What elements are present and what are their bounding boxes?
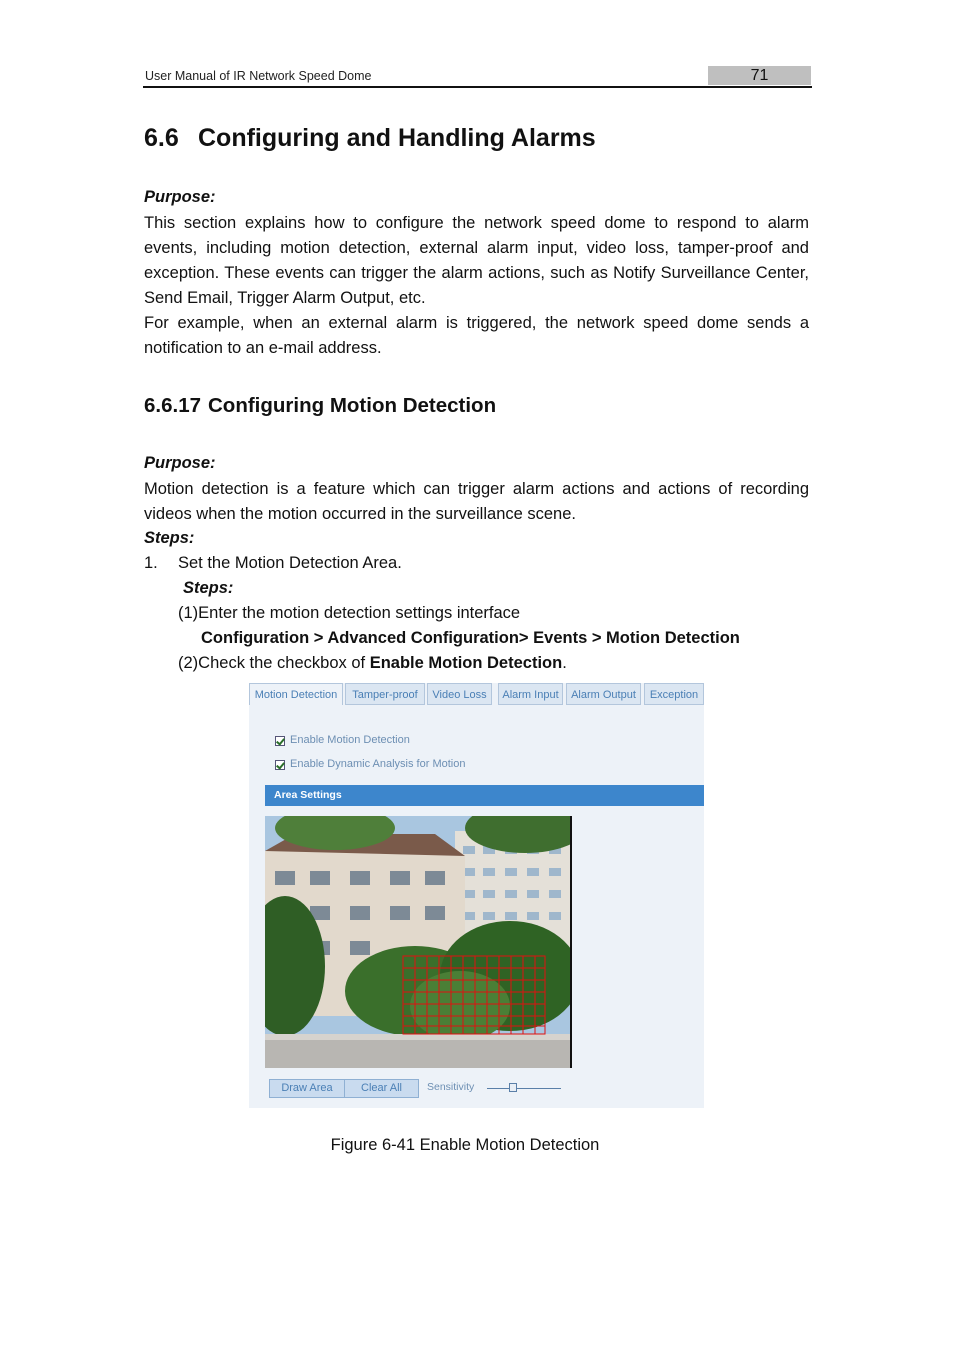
sub-step-1-number: (1) bbox=[178, 604, 199, 622]
enable-dynamic-analysis-checkbox[interactable] bbox=[275, 760, 285, 770]
enable-motion-detection-checkbox[interactable] bbox=[275, 736, 285, 746]
subsection-purpose-text: Motion detection is a feature which can trigger alarm actions and actions of recording videos when the motion occurred in the surveillance scene. bbox=[144, 480, 809, 523]
section-number: 6.6 bbox=[144, 124, 179, 152]
area-settings-header: Area Settings bbox=[265, 785, 704, 806]
steps-label: Steps: bbox=[144, 529, 195, 547]
tab-alarm-input[interactable]: Alarm Input bbox=[498, 683, 563, 705]
sub-step-2-suffix: . bbox=[562, 654, 567, 672]
step-1-text: Set the Motion Detection Area. bbox=[178, 554, 402, 572]
purpose-label: Purpose: bbox=[144, 188, 216, 206]
figure-caption: Figure 6-41 Enable Motion Detection bbox=[330, 1136, 600, 1154]
subsection-heading bbox=[144, 394, 496, 418]
section-purpose-text: This section explains how to configure the network speed dome to respond to alarm events, including motion detection, external alarm input, video loss, tamper-proof and exception. These events can trigger the alarm actions, such as Notify Surveillance Center, Send Email, Trigger Alarm Output, etc. bbox=[144, 214, 809, 307]
page-number: 71 bbox=[750, 67, 769, 84]
running-header: User Manual of IR Network Speed Dome bbox=[145, 69, 372, 83]
sensitivity-slider-thumb[interactable] bbox=[509, 1083, 517, 1092]
section-title: Configuring and Handling Alarms bbox=[198, 124, 596, 152]
step-1-number: 1. bbox=[144, 554, 158, 572]
tab-exception[interactable]: Exception bbox=[644, 683, 704, 705]
section-heading bbox=[144, 124, 596, 153]
sub-purpose-label: Purpose: bbox=[144, 454, 216, 472]
header-rule bbox=[143, 86, 812, 88]
tab-alarm-output[interactable]: Alarm Output bbox=[566, 683, 641, 705]
sensitivity-label: Sensitivity bbox=[427, 1081, 475, 1093]
section-example-text: For example, when an external alarm is triggered, the network speed dome sends a notification to an e-mail address. bbox=[144, 314, 809, 357]
tab-tamper-proof[interactable]: Tamper-proof bbox=[345, 683, 425, 705]
sub-step-1-text: Enter the motion detection settings interface bbox=[198, 604, 521, 622]
tab-video-loss[interactable]: Video Loss bbox=[427, 683, 492, 705]
draw-area-button[interactable]: Draw Area bbox=[269, 1079, 345, 1098]
menu-path: Configuration > Advanced Configuration> Events > Motion Detection bbox=[201, 629, 740, 647]
motion-detection-screenshot bbox=[249, 683, 704, 1108]
live-video-view[interactable] bbox=[265, 816, 571, 1068]
video-edge-line bbox=[570, 816, 572, 1068]
subsection-number: 6.6.17 bbox=[144, 394, 201, 417]
sub-steps-label: Steps: bbox=[183, 579, 234, 597]
clear-all-button[interactable]: Clear All bbox=[344, 1079, 419, 1098]
enable-motion-detection-label: Enable Motion Detection bbox=[290, 734, 410, 746]
sub-step-2-prefix: Check the checkbox of bbox=[198, 654, 370, 672]
surveillance-scene-image bbox=[265, 816, 571, 1068]
event-tabs bbox=[249, 683, 704, 706]
sub-step-2 bbox=[178, 654, 567, 673]
sensitivity-slider-track[interactable] bbox=[487, 1088, 561, 1089]
sub-step-2-bold: Enable Motion Detection bbox=[369, 654, 563, 672]
sub-step-2-number: (2) bbox=[178, 654, 199, 672]
enable-dynamic-analysis-label: Enable Dynamic Analysis for Motion bbox=[290, 758, 466, 770]
sub-step-1 bbox=[178, 604, 520, 623]
tab-motion-detection[interactable]: Motion Detection bbox=[249, 683, 343, 705]
subsection-title: Configuring Motion Detection bbox=[208, 394, 497, 417]
